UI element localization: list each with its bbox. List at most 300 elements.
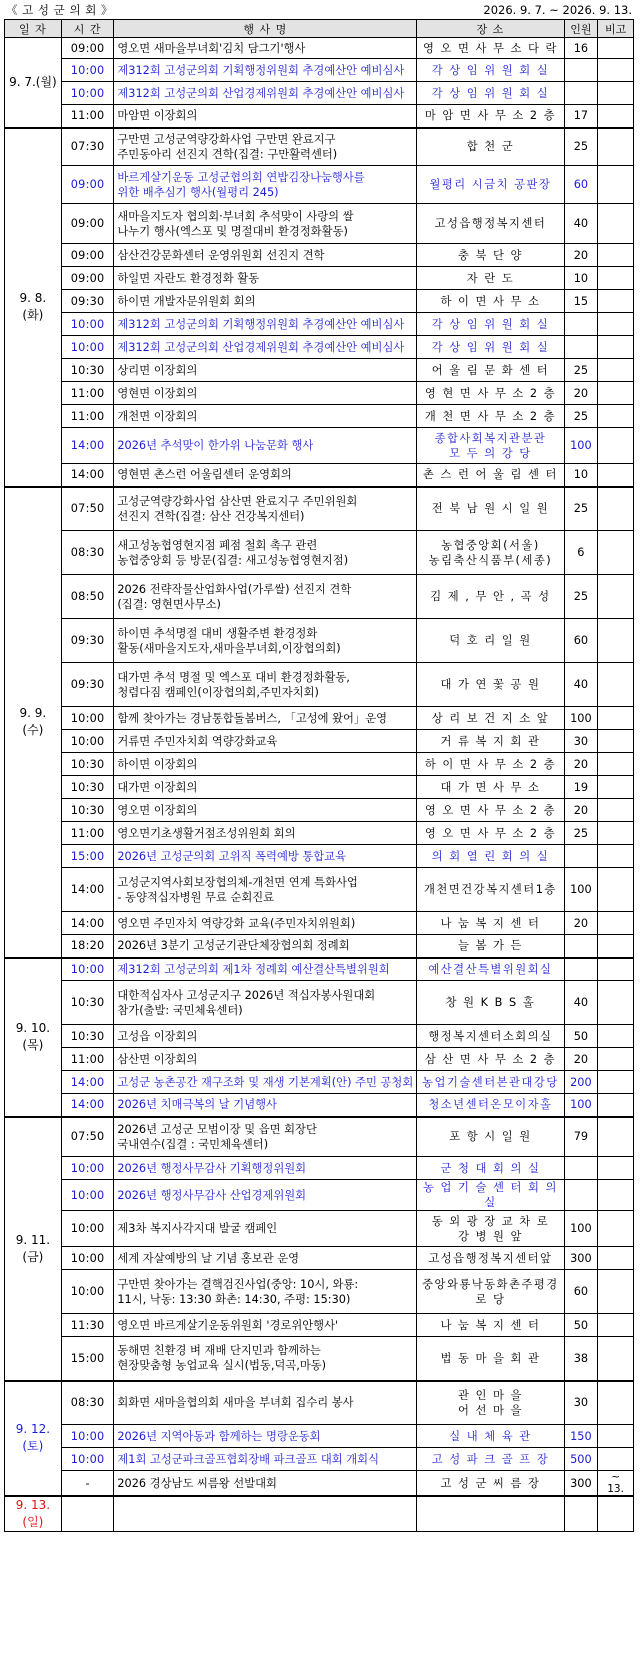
note-cell	[598, 128, 634, 166]
event-cell: 대한적십자사 고성군지구 2026년 적십자봉사원대회 참가(출발: 국민체육센터)	[114, 981, 417, 1025]
event-cell: 2026년 고성군의회 고위직 폭력예방 통합교육	[114, 845, 417, 868]
event-cell: 대가면 이장회의	[114, 776, 417, 799]
place-cell: 하 이 면 사 무 소	[417, 290, 564, 313]
date-range: 2026. 9. 7. ~ 2026. 9. 13.	[483, 3, 632, 17]
place-cell: 상 리 보 건 지 소 앞	[417, 707, 564, 730]
people-cell: 15	[564, 290, 598, 313]
schedule-table	[4, 19, 634, 1532]
place-cell: 청소년센터온모이자홀	[417, 1094, 564, 1117]
time-cell: 10:00	[61, 313, 114, 336]
event-cell: 새고성농협영현지점 폐점 철회 촉구 관련 농협중앙회 등 방문(집결: 새고성농협영현지점)	[114, 531, 417, 575]
event-cell: 하이면 개발자문위원회 회의	[114, 290, 417, 313]
place-cell: 나 눔 복 지 센 터	[417, 1314, 564, 1337]
time-cell: 10:00	[61, 1270, 114, 1314]
table-row	[5, 105, 634, 128]
event-cell: 하이면 이장회의	[114, 753, 417, 776]
time-cell: 09:30	[61, 663, 114, 707]
event-cell: 2026년 지역아동과 함께하는 명랑운동회	[114, 1425, 417, 1448]
event-cell	[114, 1496, 417, 1532]
people-cell	[564, 336, 598, 359]
event-cell: 구만면 고성군역량강화사업 구만면 완료지구 주민동아리 선진지 견학(집결: 구만활력센터)	[114, 128, 417, 166]
people-cell	[564, 935, 598, 958]
note-cell	[598, 799, 634, 822]
table-row	[5, 1496, 634, 1532]
table-row	[5, 663, 634, 707]
place-cell: 고 성 파 크 골 프 장	[417, 1448, 564, 1471]
people-cell: 300	[564, 1247, 598, 1270]
place-cell: 대 가 연 꽃 공 원	[417, 663, 564, 707]
place-cell: 각 상 임 위 원 회 실	[417, 82, 564, 105]
time-cell: 14:00	[61, 428, 114, 464]
event-cell: 고성군지역사회보장협의체-개천면 연계 특화사업 - 동양적십자병원 무료 순회진료	[114, 868, 417, 912]
day-cell: 9. 10. (목)	[5, 958, 62, 1117]
note-cell	[598, 405, 634, 428]
people-cell	[564, 1496, 598, 1532]
table-row	[5, 204, 634, 244]
people-cell: 10	[564, 464, 598, 487]
people-cell: 20	[564, 1048, 598, 1071]
time-cell: 10:30	[61, 799, 114, 822]
table-row	[5, 1314, 634, 1337]
table-row	[5, 244, 634, 267]
people-cell: 150	[564, 1425, 598, 1448]
time-cell: 10:00	[61, 82, 114, 105]
col-date-header: 일 자	[5, 20, 62, 38]
place-cell	[417, 1496, 564, 1532]
table-row	[5, 405, 634, 428]
time-cell: 09:00	[61, 38, 114, 59]
place-cell: 군 청 대 회 의 실	[417, 1157, 564, 1180]
table-row	[5, 359, 634, 382]
event-cell: 영현면 촌스런 어울림센터 운영회의	[114, 464, 417, 487]
table-row	[5, 1425, 634, 1448]
event-cell: 고성군역량강화사업 삼산면 완료지구 주민위원회 선진지 견학(집결: 삼산 건강복지센터)	[114, 487, 417, 531]
place-cell: 법 동 마 을 회 관	[417, 1337, 564, 1381]
place-cell: 농 업 기 술 센 터 회 의 실	[417, 1180, 564, 1211]
note-cell	[598, 1025, 634, 1048]
note-cell	[598, 753, 634, 776]
table-row	[5, 753, 634, 776]
note-cell	[598, 1048, 634, 1071]
people-cell: 19	[564, 776, 598, 799]
event-cell: 동해면 친환경 벼 재배 단지민과 함께하는 현장맞춤형 농업교육 실시(법동,덕곡,마동)	[114, 1337, 417, 1381]
table-row	[5, 1471, 634, 1497]
day-cell: 9. 12.(토)	[5, 1381, 62, 1497]
time-cell: 09:30	[61, 619, 114, 663]
place-cell: 각 상 임 위 원 회 실	[417, 336, 564, 359]
place-cell: 각 상 임 위 원 회 실	[417, 313, 564, 336]
event-cell: 하이면 추석명절 대비 생활주변 환경정화 활동(새마을지도자,새마을부녀회,이장협의회)	[114, 619, 417, 663]
people-cell: 60	[564, 166, 598, 204]
time-cell: 08:30	[61, 531, 114, 575]
people-cell: 200	[564, 1071, 598, 1094]
time-cell: 10:00	[61, 730, 114, 753]
note-cell	[598, 958, 634, 981]
time-cell: 08:50	[61, 575, 114, 619]
place-cell: 각 상 임 위 원 회 실	[417, 59, 564, 82]
people-cell: 20	[564, 382, 598, 405]
note-cell	[598, 1425, 634, 1448]
note-cell	[598, 912, 634, 935]
event-cell: 세계 자살예방의 날 기념 홍보관 운영	[114, 1247, 417, 1270]
event-cell: 제1회 고성군파크골프협회장배 파크골프 대회 개회식	[114, 1448, 417, 1471]
col-people-header: 인원	[564, 20, 598, 38]
event-cell: 구만면 찾아가는 결핵검진사업(중앙: 10시, 와룡: 11시, 낙동: 13:30 화촌: 14:30, 주평: 15:30)	[114, 1270, 417, 1314]
event-cell: 영오면 주민자치 역량강화 교육(주민자치위원회)	[114, 912, 417, 935]
people-cell: 25	[564, 487, 598, 531]
note-cell	[598, 1180, 634, 1211]
time-cell: 10:30	[61, 981, 114, 1025]
table-row	[5, 531, 634, 575]
time-cell: 11:00	[61, 1048, 114, 1071]
table-body	[5, 38, 634, 1532]
table-row	[5, 1025, 634, 1048]
people-cell: 25	[564, 822, 598, 845]
table-row	[5, 776, 634, 799]
table-row	[5, 1211, 634, 1247]
place-cell: 영 오 면 사 무 소 2 층	[417, 799, 564, 822]
place-cell: 나 눔 복 지 센 터	[417, 912, 564, 935]
table-row	[5, 428, 634, 464]
note-cell	[598, 382, 634, 405]
time-cell: 10:00	[61, 1180, 114, 1211]
people-cell: 60	[564, 619, 598, 663]
people-cell	[564, 82, 598, 105]
note-cell	[598, 707, 634, 730]
table-row	[5, 1270, 634, 1314]
table-row	[5, 1094, 634, 1117]
place-cell: 영 오 면 사 무 소 다 락	[417, 38, 564, 59]
note-cell	[598, 868, 634, 912]
table-row	[5, 730, 634, 753]
place-cell: 촌 스 런 어 울 림 센 터	[417, 464, 564, 487]
people-cell	[564, 313, 598, 336]
table-row	[5, 619, 634, 663]
event-cell: 삼산건강문화센터 운영위원회 선진지 견학	[114, 244, 417, 267]
event-cell: 바르게살기운동 고성군협의회 연밥김장나눔행사를 위한 배추심기 행사(월평리 245)	[114, 166, 417, 204]
event-cell: 제312회 고성군의회 산업경제위원회 추경예산안 예비심사	[114, 82, 417, 105]
time-cell: 07:50	[61, 1117, 114, 1157]
people-cell: 500	[564, 1448, 598, 1471]
table-row	[5, 336, 634, 359]
col-note-header: 비고	[598, 20, 634, 38]
time-cell: 09:00	[61, 267, 114, 290]
note-cell	[598, 428, 634, 464]
place-cell: 관 인 마 을 어 선 마 을	[417, 1381, 564, 1425]
table-row	[5, 707, 634, 730]
note-cell	[598, 359, 634, 382]
place-cell: 충 북 단 양	[417, 244, 564, 267]
people-cell: 50	[564, 1314, 598, 1337]
people-cell: 20	[564, 799, 598, 822]
note-cell	[598, 105, 634, 128]
table-row	[5, 1247, 634, 1270]
time-cell: 09:00	[61, 244, 114, 267]
people-cell	[564, 59, 598, 82]
time-cell: 10:00	[61, 1247, 114, 1270]
note-cell	[598, 1337, 634, 1381]
place-cell: 고 성 군 씨 름 장	[417, 1471, 564, 1497]
people-cell: 100	[564, 868, 598, 912]
people-cell: 60	[564, 1270, 598, 1314]
day-cell: 9. 13.(일)	[5, 1496, 62, 1532]
note-cell	[598, 845, 634, 868]
note-cell	[598, 981, 634, 1025]
place-cell: 늘 봄 가 든	[417, 935, 564, 958]
place-cell: 어 울 림 문 화 센 터	[417, 359, 564, 382]
place-cell: 영 현 면 사 무 소 2 층	[417, 382, 564, 405]
event-cell: 영현면 이장회의	[114, 382, 417, 405]
people-cell: 25	[564, 575, 598, 619]
place-cell: 동 외 광 장 교 차 로 강 병 원 앞	[417, 1211, 564, 1247]
table-row	[5, 1071, 634, 1094]
note-cell	[598, 82, 634, 105]
people-cell: 40	[564, 981, 598, 1025]
note-cell	[598, 1117, 634, 1157]
note-cell	[598, 204, 634, 244]
table-row	[5, 267, 634, 290]
event-cell: 영오면 바르게살기운동위원회 '경로위안행사'	[114, 1314, 417, 1337]
note-cell	[598, 244, 634, 267]
time-cell: 10:30	[61, 359, 114, 382]
note-cell	[598, 935, 634, 958]
note-cell	[598, 1496, 634, 1532]
note-cell	[598, 38, 634, 59]
event-cell: 회화면 새마을협의회 새마을 부녀회 집수리 봉사	[114, 1381, 417, 1425]
place-cell: 대 가 면 사 무 소	[417, 776, 564, 799]
place-cell: 창 원 K B S 홀	[417, 981, 564, 1025]
people-cell: 30	[564, 1381, 598, 1425]
time-cell: 14:00	[61, 912, 114, 935]
note-cell	[598, 730, 634, 753]
place-cell: 종합사회복지관분관 모 두 의 강 당	[417, 428, 564, 464]
people-cell: 16	[564, 38, 598, 59]
event-cell: 새마을지도자 협의회·부녀회 추석맞이 사랑의 쌀 나누기 행사(엑스포 및 명절대비 환경정화활동)	[114, 204, 417, 244]
table-row	[5, 38, 634, 59]
note-cell	[598, 1270, 634, 1314]
time-cell: 10:00	[61, 1425, 114, 1448]
people-cell: 20	[564, 753, 598, 776]
place-cell: 예산결산특별위원회실	[417, 958, 564, 981]
place-cell: 농협중앙회(서울) 농림축산식품부(세종)	[417, 531, 564, 575]
table-row	[5, 981, 634, 1025]
table-header-row	[5, 20, 634, 38]
event-cell: 영오면 새마을부녀회'김치 담그기'행사	[114, 38, 417, 59]
people-cell	[564, 1180, 598, 1211]
place-cell: 전 북 남 원 시 일 원	[417, 487, 564, 531]
table-row	[5, 166, 634, 204]
table-row	[5, 313, 634, 336]
event-cell: 제312회 고성군의회 산업경제위원회 추경예산안 예비심사	[114, 336, 417, 359]
time-cell: 18:20	[61, 935, 114, 958]
note-cell	[598, 1071, 634, 1094]
note-cell: ~ 13.	[598, 1471, 634, 1497]
people-cell: 40	[564, 204, 598, 244]
time-cell: 15:00	[61, 1337, 114, 1381]
people-cell: 79	[564, 1117, 598, 1157]
table-row	[5, 128, 634, 166]
time-cell: 10:30	[61, 776, 114, 799]
time-cell: 09:30	[61, 290, 114, 313]
people-cell: 100	[564, 1094, 598, 1117]
note-cell	[598, 1314, 634, 1337]
note-cell	[598, 531, 634, 575]
table-row	[5, 1117, 634, 1157]
place-cell: 삼 산 면 사 무 소 2 층	[417, 1048, 564, 1071]
time-cell: 10:00	[61, 1211, 114, 1247]
time-cell: 07:30	[61, 128, 114, 166]
table-row	[5, 1337, 634, 1381]
place-cell: 마 암 면 사 무 소 2 층	[417, 105, 564, 128]
note-cell	[598, 290, 634, 313]
event-cell: 제312회 고성군의회 기획행정위원회 추경예산안 예비심사	[114, 313, 417, 336]
people-cell: 6	[564, 531, 598, 575]
note-cell	[598, 313, 634, 336]
time-cell: 10:00	[61, 59, 114, 82]
people-cell: 300	[564, 1471, 598, 1497]
event-cell: 2026년 3분기 고성군기관단체장협의회 정례회	[114, 935, 417, 958]
note-cell	[598, 663, 634, 707]
day-cell: 9. 11. (금)	[5, 1117, 62, 1381]
col-place-header: 장 소	[417, 20, 564, 38]
time-cell: 11:00	[61, 822, 114, 845]
event-cell: 2026년 고성군 모범이장 및 읍면 회장단 국내연수(집결 : 국민체육센터)	[114, 1117, 417, 1157]
people-cell	[564, 958, 598, 981]
event-cell: 2026년 행정사무감사 기획행정위원회	[114, 1157, 417, 1180]
place-cell: 개천면건강복지센터1층	[417, 868, 564, 912]
table-row	[5, 912, 634, 935]
people-cell: 100	[564, 1211, 598, 1247]
table-row	[5, 1180, 634, 1211]
time-cell: 11:00	[61, 105, 114, 128]
col-time-header: 시 간	[61, 20, 114, 38]
place-cell: 덕 호 리 일 원	[417, 619, 564, 663]
time-cell: 10:30	[61, 1025, 114, 1048]
time-cell	[61, 1496, 114, 1532]
day-cell: 9. 7.(월)	[5, 38, 62, 128]
time-cell: 10:00	[61, 1448, 114, 1471]
time-cell: 10:30	[61, 753, 114, 776]
note-cell	[598, 267, 634, 290]
time-cell: -	[61, 1471, 114, 1497]
place-cell: 영 오 면 사 무 소 2 층	[417, 822, 564, 845]
note-cell	[598, 1094, 634, 1117]
time-cell: 15:00	[61, 845, 114, 868]
place-cell: 고성읍행정복지센터	[417, 204, 564, 244]
table-row	[5, 290, 634, 313]
event-cell: 하일면 자란도 환경정화 활동	[114, 267, 417, 290]
time-cell: 10:00	[61, 1157, 114, 1180]
note-cell	[598, 487, 634, 531]
event-cell: 개천면 이장회의	[114, 405, 417, 428]
table-row	[5, 82, 634, 105]
place-cell: 하 이 면 사 무 소 2 층	[417, 753, 564, 776]
event-cell: 2026 전략작물산업화사업(가루쌀) 선진지 견학 (집결: 영현면사무소)	[114, 575, 417, 619]
place-cell: 개 천 면 사 무 소 2 층	[417, 405, 564, 428]
day-cell: 9. 8. (화)	[5, 128, 62, 487]
note-cell	[598, 1247, 634, 1270]
table-row	[5, 799, 634, 822]
event-cell: 2026 경상남도 씨름왕 선발대회	[114, 1471, 417, 1497]
header-bar	[6, 2, 632, 18]
event-cell: 고성군 농촌공간 재구조화 및 재생 기본계획(안) 주민 공청회	[114, 1071, 417, 1094]
table-row	[5, 59, 634, 82]
event-cell: 삼산면 이장회의	[114, 1048, 417, 1071]
table-row	[5, 868, 634, 912]
table-row	[5, 1048, 634, 1071]
event-cell: 거류면 주민자치회 역량강화교육	[114, 730, 417, 753]
note-cell	[598, 1211, 634, 1247]
time-cell: 11:30	[61, 1314, 114, 1337]
col-event-header: 행 사 명	[114, 20, 417, 38]
event-cell: 영오면 이장회의	[114, 799, 417, 822]
note-cell	[598, 166, 634, 204]
event-cell: 상리면 이장회의	[114, 359, 417, 382]
event-cell: 함께 찾아가는 경남통합돌봄버스, 「고성에 왔어」운영	[114, 707, 417, 730]
note-cell	[598, 776, 634, 799]
time-cell: 11:00	[61, 382, 114, 405]
table-row	[5, 575, 634, 619]
time-cell: 10:00	[61, 707, 114, 730]
note-cell	[598, 1448, 634, 1471]
people-cell	[564, 845, 598, 868]
time-cell: 14:00	[61, 464, 114, 487]
people-cell: 20	[564, 244, 598, 267]
place-cell: 거 류 복 지 회 관	[417, 730, 564, 753]
event-cell: 2026년 치매극복의 날 기념행사	[114, 1094, 417, 1117]
time-cell: 10:00	[61, 958, 114, 981]
time-cell: 09:00	[61, 166, 114, 204]
note-cell	[598, 619, 634, 663]
event-cell: 제3차 복지사각지대 발굴 캠페인	[114, 1211, 417, 1247]
place-cell: 실 내 체 육 관	[417, 1425, 564, 1448]
people-cell: 25	[564, 359, 598, 382]
note-cell	[598, 336, 634, 359]
people-cell: 100	[564, 428, 598, 464]
place-cell: 의 회 열 린 회 의 실	[417, 845, 564, 868]
event-cell: 고성읍 이장회의	[114, 1025, 417, 1048]
event-cell: 마암면 이장회의	[114, 105, 417, 128]
table-row	[5, 1381, 634, 1425]
table-row	[5, 464, 634, 487]
event-cell: 2026년 추석맞이 한가위 나눔문화 행사	[114, 428, 417, 464]
place-cell: 포 항 시 일 원	[417, 1117, 564, 1157]
event-cell: 제312회 고성군의회 기획행정위원회 추경예산안 예비심사	[114, 59, 417, 82]
people-cell	[564, 1157, 598, 1180]
note-cell	[598, 464, 634, 487]
people-cell: 17	[564, 105, 598, 128]
table-row	[5, 487, 634, 531]
table-row	[5, 1157, 634, 1180]
people-cell: 38	[564, 1337, 598, 1381]
note-cell	[598, 59, 634, 82]
time-cell: 14:00	[61, 1094, 114, 1117]
council-title: 《 고 성 군 의 회 》	[6, 3, 113, 17]
place-cell: 중앙와룡낙동화촌주평경 로 당	[417, 1270, 564, 1314]
time-cell: 09:00	[61, 204, 114, 244]
table-row	[5, 382, 634, 405]
table-row	[5, 958, 634, 981]
day-cell: 9. 9. (수)	[5, 487, 62, 958]
place-cell: 자 란 도	[417, 267, 564, 290]
table-row	[5, 822, 634, 845]
place-cell: 행정복지센터소회의실	[417, 1025, 564, 1048]
event-cell: 영오면기초생활거점조성위원회 회의	[114, 822, 417, 845]
place-cell: 농업기술센터본관대강당	[417, 1071, 564, 1094]
time-cell: 14:00	[61, 1071, 114, 1094]
place-cell: 월평리 시금치 공판장	[417, 166, 564, 204]
note-cell	[598, 1157, 634, 1180]
